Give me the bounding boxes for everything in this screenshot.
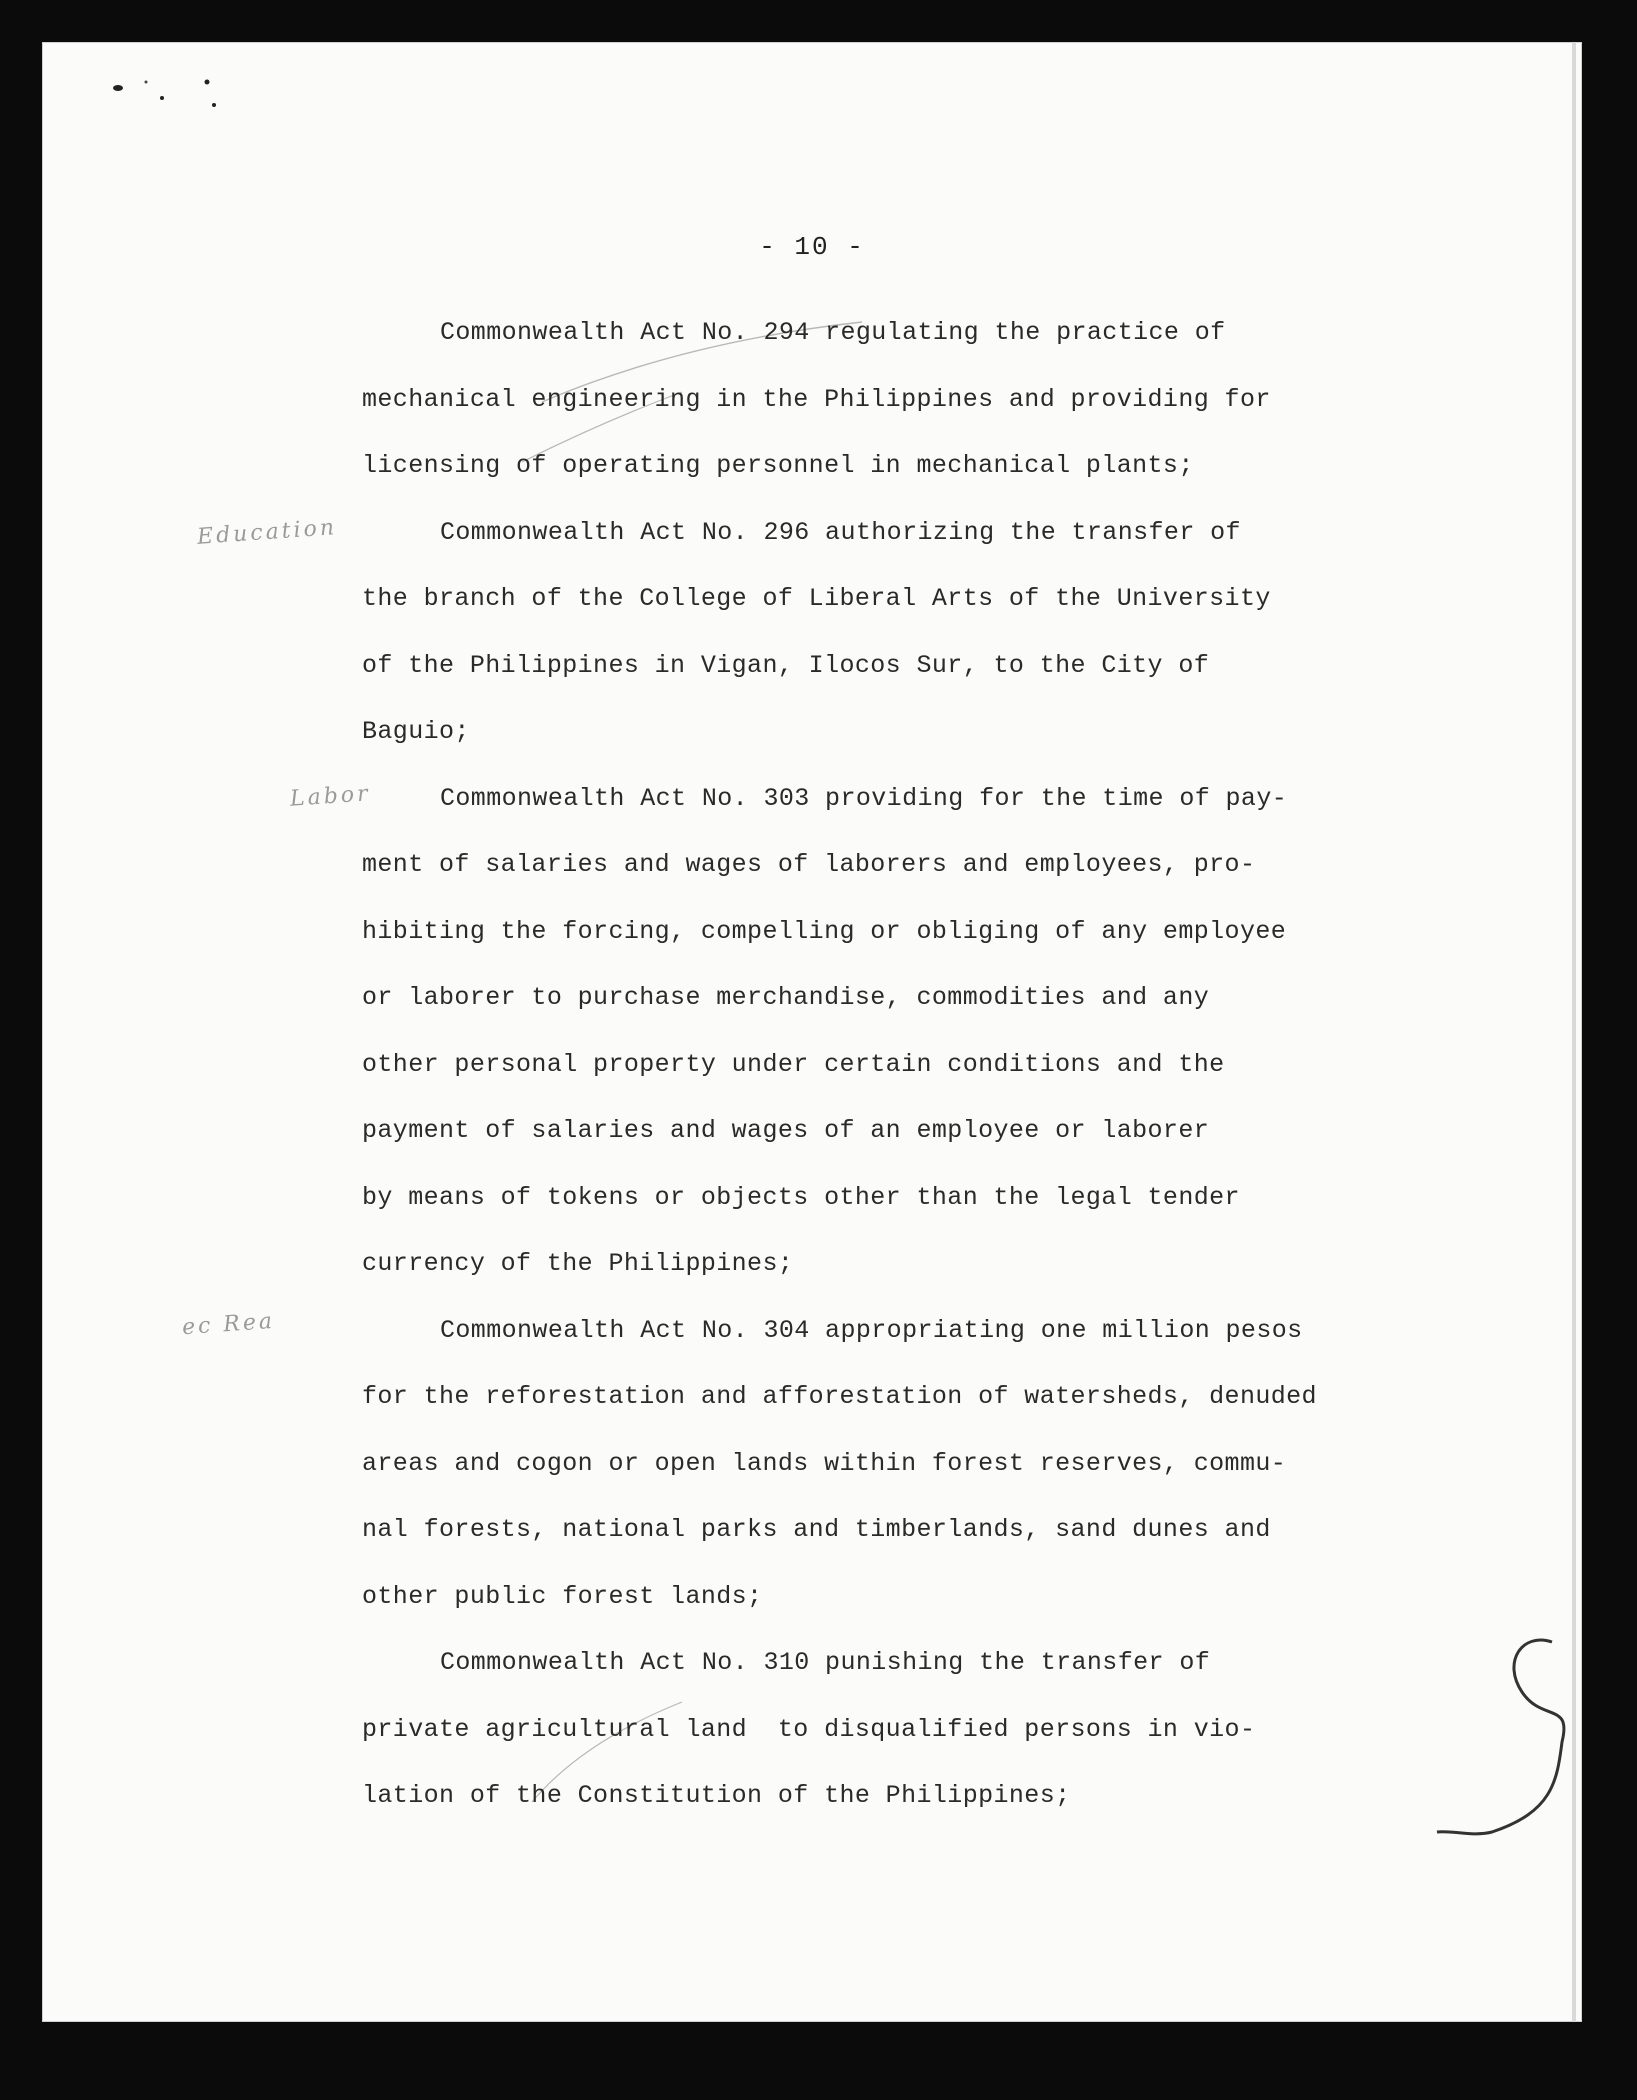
text-line: nal forests, national parks and timberlands, sand dunes and — [362, 1515, 1271, 1544]
text-line: lation of the Constitution of the Philippines; — [362, 1781, 1071, 1810]
text-line: by means of tokens or objects other than the legal tender — [362, 1182, 1240, 1212]
document-page — [42, 42, 1582, 2022]
text-line: for the reforestation and afforestation of watersheds, denuded — [362, 1382, 1317, 1411]
text-line: licensing of operating personnel in mechanical plants; — [362, 451, 1194, 480]
margin-note-reforestation: ec Rea — [181, 1308, 276, 1341]
text-line: Commonwealth Act No. 304 appropriating one million pesos — [440, 1315, 1303, 1345]
margin-note-education: Education — [196, 515, 338, 550]
paragraph-act-294 — [362, 300, 1422, 500]
text-line: or laborer to purchase merchandise, commodities and any — [362, 983, 1210, 1012]
text-line: Commonwealth Act No. 294 regulating the practice of — [440, 318, 1226, 347]
paragraph-act-304 — [362, 1298, 1422, 1631]
margin-note-labor: Labor — [289, 781, 372, 812]
text-line: Baguio; — [362, 717, 470, 746]
paragraph-act-303 — [362, 766, 1422, 1298]
ink-specks — [42, 42, 342, 162]
text-line: currency of the Philippines; — [362, 1249, 794, 1278]
text-line: mechanical engineering in the Philippines and providing for — [362, 384, 1271, 414]
text-line: areas and cogon or open lands within forest reserves, commu- — [362, 1448, 1287, 1478]
text-line: Commonwealth Act No. 310 punishing the transfer of — [440, 1648, 1211, 1677]
text-line: hibiting the forcing, compelling or obliging of any employee — [362, 916, 1287, 946]
text-line: private agricultural land to disqualified persons in vio- — [362, 1714, 1256, 1744]
paragraph-act-310 — [362, 1630, 1422, 1830]
document-body — [362, 300, 1422, 1830]
text-line: ment of salaries and wages of laborers and employees, pro- — [362, 850, 1256, 879]
text-line: the branch of the College of Liberal Arts of the University — [362, 584, 1271, 613]
text-line: other public forest lands; — [362, 1581, 763, 1611]
paragraph-act-296 — [362, 500, 1422, 766]
text-line: of the Philippines in Vigan, Ilocos Sur, to the City of — [362, 650, 1210, 680]
thread-mark — [1432, 1632, 1612, 1852]
text-line: Commonwealth Act No. 303 providing for the time of pay- — [440, 783, 1288, 813]
text-line: Commonwealth Act No. 296 authorizing the transfer of — [440, 517, 1241, 547]
page-number: - 10 - — [759, 232, 865, 262]
text-line: payment of salaries and wages of an employee or laborer — [362, 1116, 1210, 1145]
text-line: other personal property under certain conditions and the — [362, 1049, 1225, 1079]
